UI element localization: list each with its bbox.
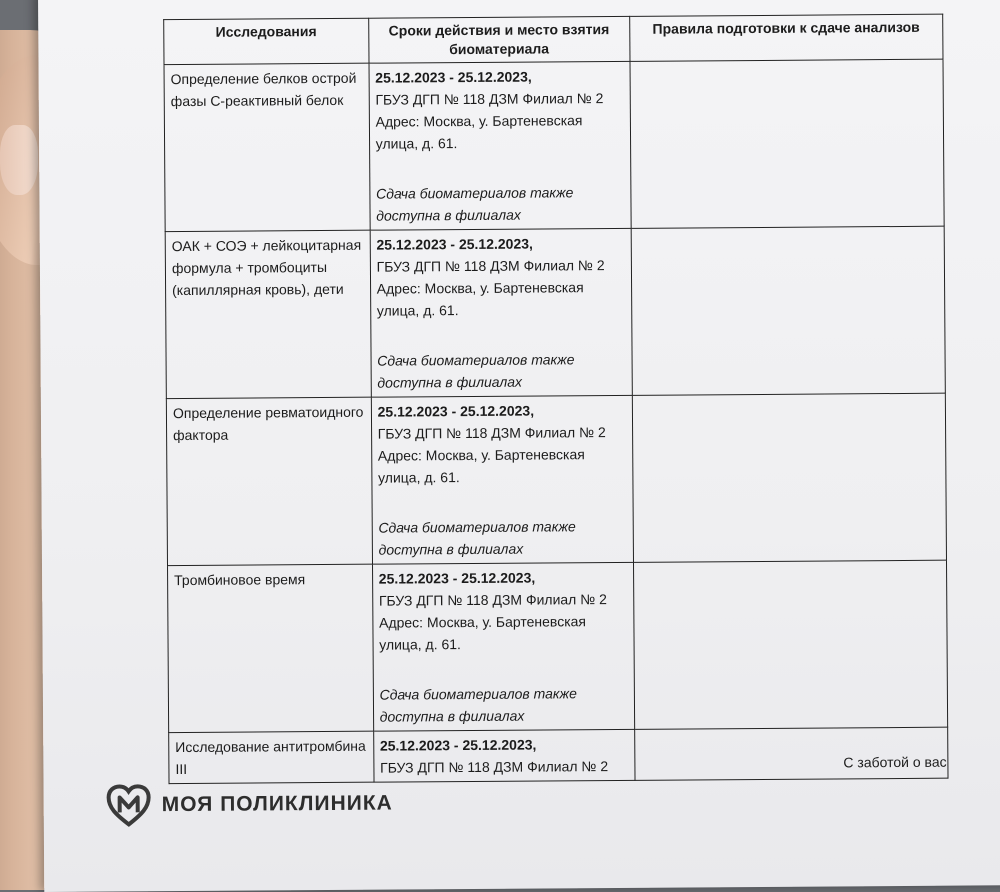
clinic-address: Адрес: Москва, у. Бартеневская улица, д. 61. (377, 276, 625, 322)
date-range: 25.12.2023 - 25.12.2023, (378, 399, 626, 423)
clinic-logo (106, 782, 393, 828)
thumbnail (0, 125, 38, 195)
column-header-dates-place: Сроки действия и место взятия биоматериала (368, 16, 629, 63)
clinic-name: ГБУЗ ДГП № 118 ДЗМ Филиал № 2 (379, 588, 627, 612)
dates-place-cell (370, 228, 632, 397)
rules-cell (633, 560, 947, 729)
analysis-table (163, 14, 948, 784)
clinic-address: Адрес: Москва, у. Бартеневская улица, д. 61. (375, 109, 623, 155)
date-range: 25.12.2023 - 25.12.2023, (379, 566, 627, 590)
table-row (166, 393, 946, 565)
logo-text: МОЯ ПОЛИКЛИНИКА (162, 792, 393, 818)
study-cell: Исследование антитромбина III (169, 731, 374, 783)
date-range: 25.12.2023 - 25.12.2023, (380, 733, 628, 757)
dates-place-cell (369, 61, 631, 230)
clinic-name: ГБУЗ ДГП № 118 ДЗМ Филиал № 2 (377, 254, 625, 278)
study-cell: Определение белков острой фазы С-реактивный белок (164, 63, 370, 231)
rules-cell (630, 59, 944, 228)
clinic-name: ГБУЗ ДГП № 118 ДЗМ Филиал № 2 (378, 421, 626, 445)
rules-cell (631, 226, 945, 395)
table-row (165, 226, 945, 398)
table-row (168, 560, 948, 732)
footer-tagline: С заботой о вас (843, 754, 946, 771)
document-page (38, 0, 1000, 892)
clinic-address: Адрес: Москва, у. Бартеневская улица, д. 61. (379, 610, 627, 656)
dates-place-cell (372, 562, 634, 731)
date-range: 25.12.2023 - 25.12.2023, (375, 65, 623, 89)
column-header-rules: Правила подготовки к сдаче анализов (629, 14, 943, 61)
branches-note: Сдача биоматериалов также доступна в филиалах (377, 348, 625, 394)
clinic-name: ГБУЗ ДГП № 118 ДЗМ Филиал № 2 (375, 87, 623, 111)
branches-note: Сдача биоматериалов также доступна в филиалах (376, 181, 624, 227)
table-row (164, 59, 944, 231)
heart-m-logo-icon (106, 783, 152, 827)
table-row (169, 727, 948, 783)
clinic-name: ГБУЗ ДГП № 118 ДЗМ Филиал № 2 (380, 755, 628, 779)
branches-note: Сдача биоматериалов также доступна в филиалах (378, 515, 626, 561)
branches-note: Сдача биоматериалов также доступна в филиалах (379, 682, 627, 728)
study-cell: Тромбиновое время (168, 564, 374, 732)
column-header-study: Исследования (164, 18, 369, 64)
date-range: 25.12.2023 - 25.12.2023, (376, 232, 624, 256)
dates-place-cell (371, 395, 633, 564)
study-cell: Определение ревматоидного фактора (166, 397, 372, 565)
table-header-row (164, 14, 943, 64)
dates-place-cell (373, 729, 634, 782)
study-cell: ОАК + СОЭ + лейкоцитарная формула + тромбоциты (капиллярная кровь), дети (165, 230, 371, 398)
clinic-address: Адрес: Москва, у. Бартеневская улица, д. 61. (378, 443, 626, 489)
rules-cell (632, 393, 946, 562)
